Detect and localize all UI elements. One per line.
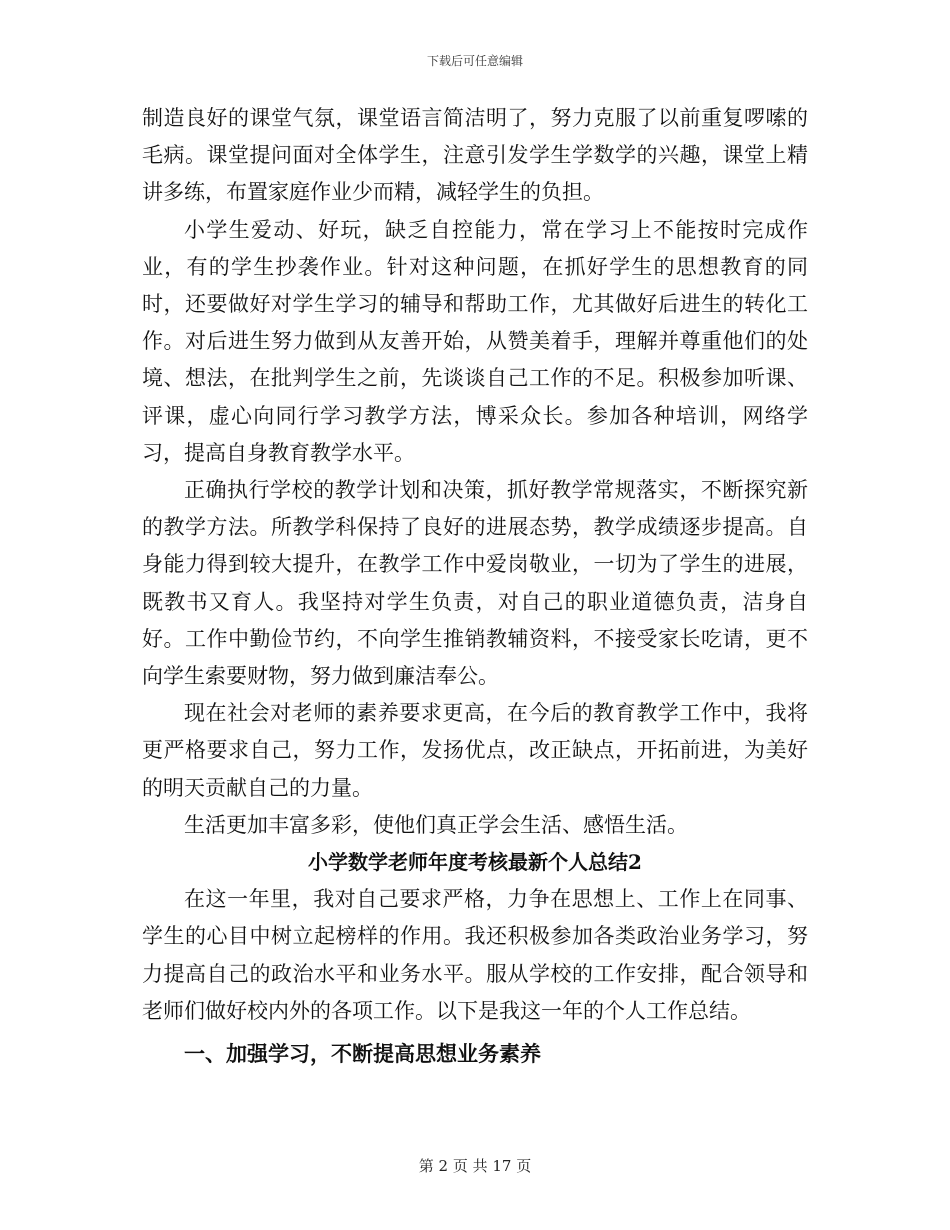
- paragraph-3: 正确执行学校的教学计划和决策，抓好教学常规落实，不断探究新的教学方法。所教学科保持了良好的进展态势，教学成绩逐步提高。自身能力得到较大提升，在教学工作中爱岗敬业，一切为了学生的进展，既教书又育人。我坚持对学生负责，对自己的职业道德负责，洁身自好。工作中勤俭节约，不向学生推销教辅资料，不接受家长吃请，更不向学生索要财物，努力做到廉洁奉公。: [142, 478, 808, 689]
- document-body: [142, 100, 808, 1074]
- page-footer: 第 2 页 共 17 页: [418, 1157, 532, 1175]
- paragraph-2: 小学生爱动、好玩，缺乏自控能力，常在学习上不能按时完成作业，有的学生抄袭作业。针对这种问题，在抓好学生的思想教育的同时，还要做好对学生学习的辅导和帮助工作，尤其做好后进生的转化工作。对后进生努力做到从友善开始，从赞美着手，理解并尊重他们的处境、想法，在批判学生之前，先谈谈自己工作的不足。积极参加听课、评课，虚心向同行学习教学方法，博采众长。参加各种培训，网络学习，提高自身教育教学水平。: [142, 217, 808, 465]
- paragraph-4: 现在社会对老师的素养要求更高，在今后的教育教学工作中，我将更严格要求自己，努力工作，发扬优点，改正缺点，开拓前进，为美好的明天贡献自己的力量。: [142, 701, 808, 800]
- section-title: 小学数学老师年度考核最新个人总结2: [308, 850, 642, 875]
- page-header: 下载后可任意编辑: [426, 54, 523, 68]
- paragraph-5: 生活更加丰富多彩，使他们真正学会生活、感悟生活。: [184, 812, 688, 837]
- paragraph-6: 在这一年里，我对自己要求严格，力争在思想上、工作上在同事、学生的心目中树立起榜样的作用。我还积极参加各类政治业务学习，努力提高自己的政治水平和业务水平。服从学校的工作安排，配合领导和老师们做好校内外的各项工作。以下是我这一年的个人工作总结。: [142, 887, 808, 1023]
- paragraph-1: 制造良好的课堂气氛，课堂语言简洁明了，努力克服了以前重复啰嗦的毛病。课堂提问面对全体学生，注意引发学生学数学的兴趣，课堂上精讲多练，布置家庭作业少而精，减轻学生的负担。: [142, 106, 808, 205]
- subsection-heading: 一、加强学习，不断提高思想业务素养: [184, 1041, 541, 1067]
